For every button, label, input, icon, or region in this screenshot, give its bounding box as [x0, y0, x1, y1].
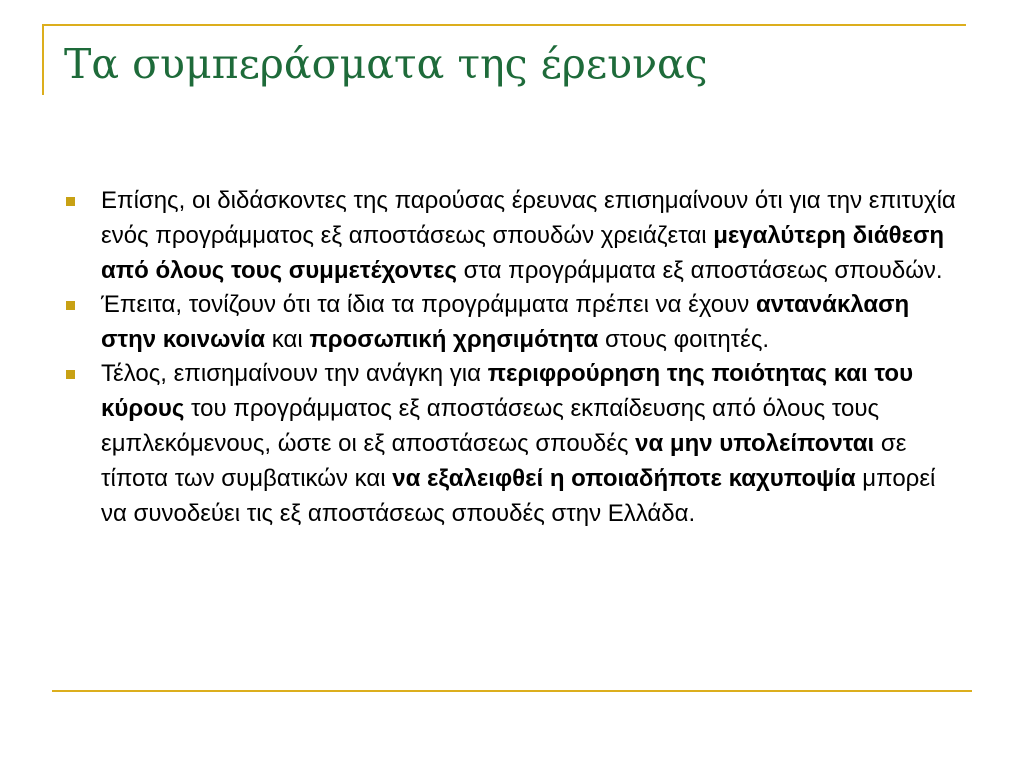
bullet-text: στα προγράμματα εξ αποστάσεως σπουδών. — [457, 257, 943, 284]
bullet-emphasis: μεγαλύτερη διάθεση από όλους τους συμμετέχοντες — [101, 222, 945, 284]
bullet-text: Τέλος, επισημαίνουν την ανάγκη για — [101, 360, 488, 387]
bullet-emphasis: να μην υπολείπονται — [635, 430, 875, 457]
bullet-emphasis: περιφρούρηση της ποιότητας και του κύρους — [101, 360, 914, 422]
bullet-emphasis: προσωπική χρησιμότητα — [309, 326, 599, 353]
bullet-text: και — [265, 326, 310, 353]
bullet-emphasis: να εξαλειφθεί η οποιαδήποτε καχυποψία — [392, 465, 856, 492]
bullet-item — [62, 287, 962, 357]
square-bullet-icon — [66, 301, 75, 310]
bullet-text: Επίσης, οι διδάσκοντες της παρούσας έρευνας επισημαίνουν ότι για την επιτυχία ενός προγράμματος εξ αποστάσεως σπουδών χρειάζεται — [101, 187, 956, 249]
left-rule — [42, 24, 44, 95]
bullet-text: μπορεί να συνοδεύει τις εξ αποστάσεως σπουδές στην Ελλάδα. — [101, 465, 936, 527]
bullet-text: του προγράμματος εξ αποστάσεως εκπαίδευσης από όλους τους εμπλεκόμενους, ώστε οι εξ αποστάσεως σπουδές — [101, 395, 880, 457]
bullet-text: στους φοιτητές. — [598, 326, 770, 353]
square-bullet-icon — [66, 370, 75, 379]
bullet-text: Έπειτα, τονίζουν ότι τα ίδια τα προγράμματα πρέπει να έχουν — [101, 291, 756, 318]
bottom-rule — [52, 690, 972, 692]
top-rule — [42, 24, 966, 26]
bullet-item — [62, 356, 962, 531]
square-bullet-icon — [66, 197, 75, 206]
bullet-list — [62, 183, 962, 530]
bullet-item — [62, 183, 962, 288]
slide-title: Τα συμπεράσματα της έρευνας — [64, 40, 708, 88]
bullet-emphasis: αντανάκλαση στην κοινωνία — [101, 291, 910, 353]
bullet-text: σε τίποτα των συμβατικών και — [101, 430, 907, 492]
